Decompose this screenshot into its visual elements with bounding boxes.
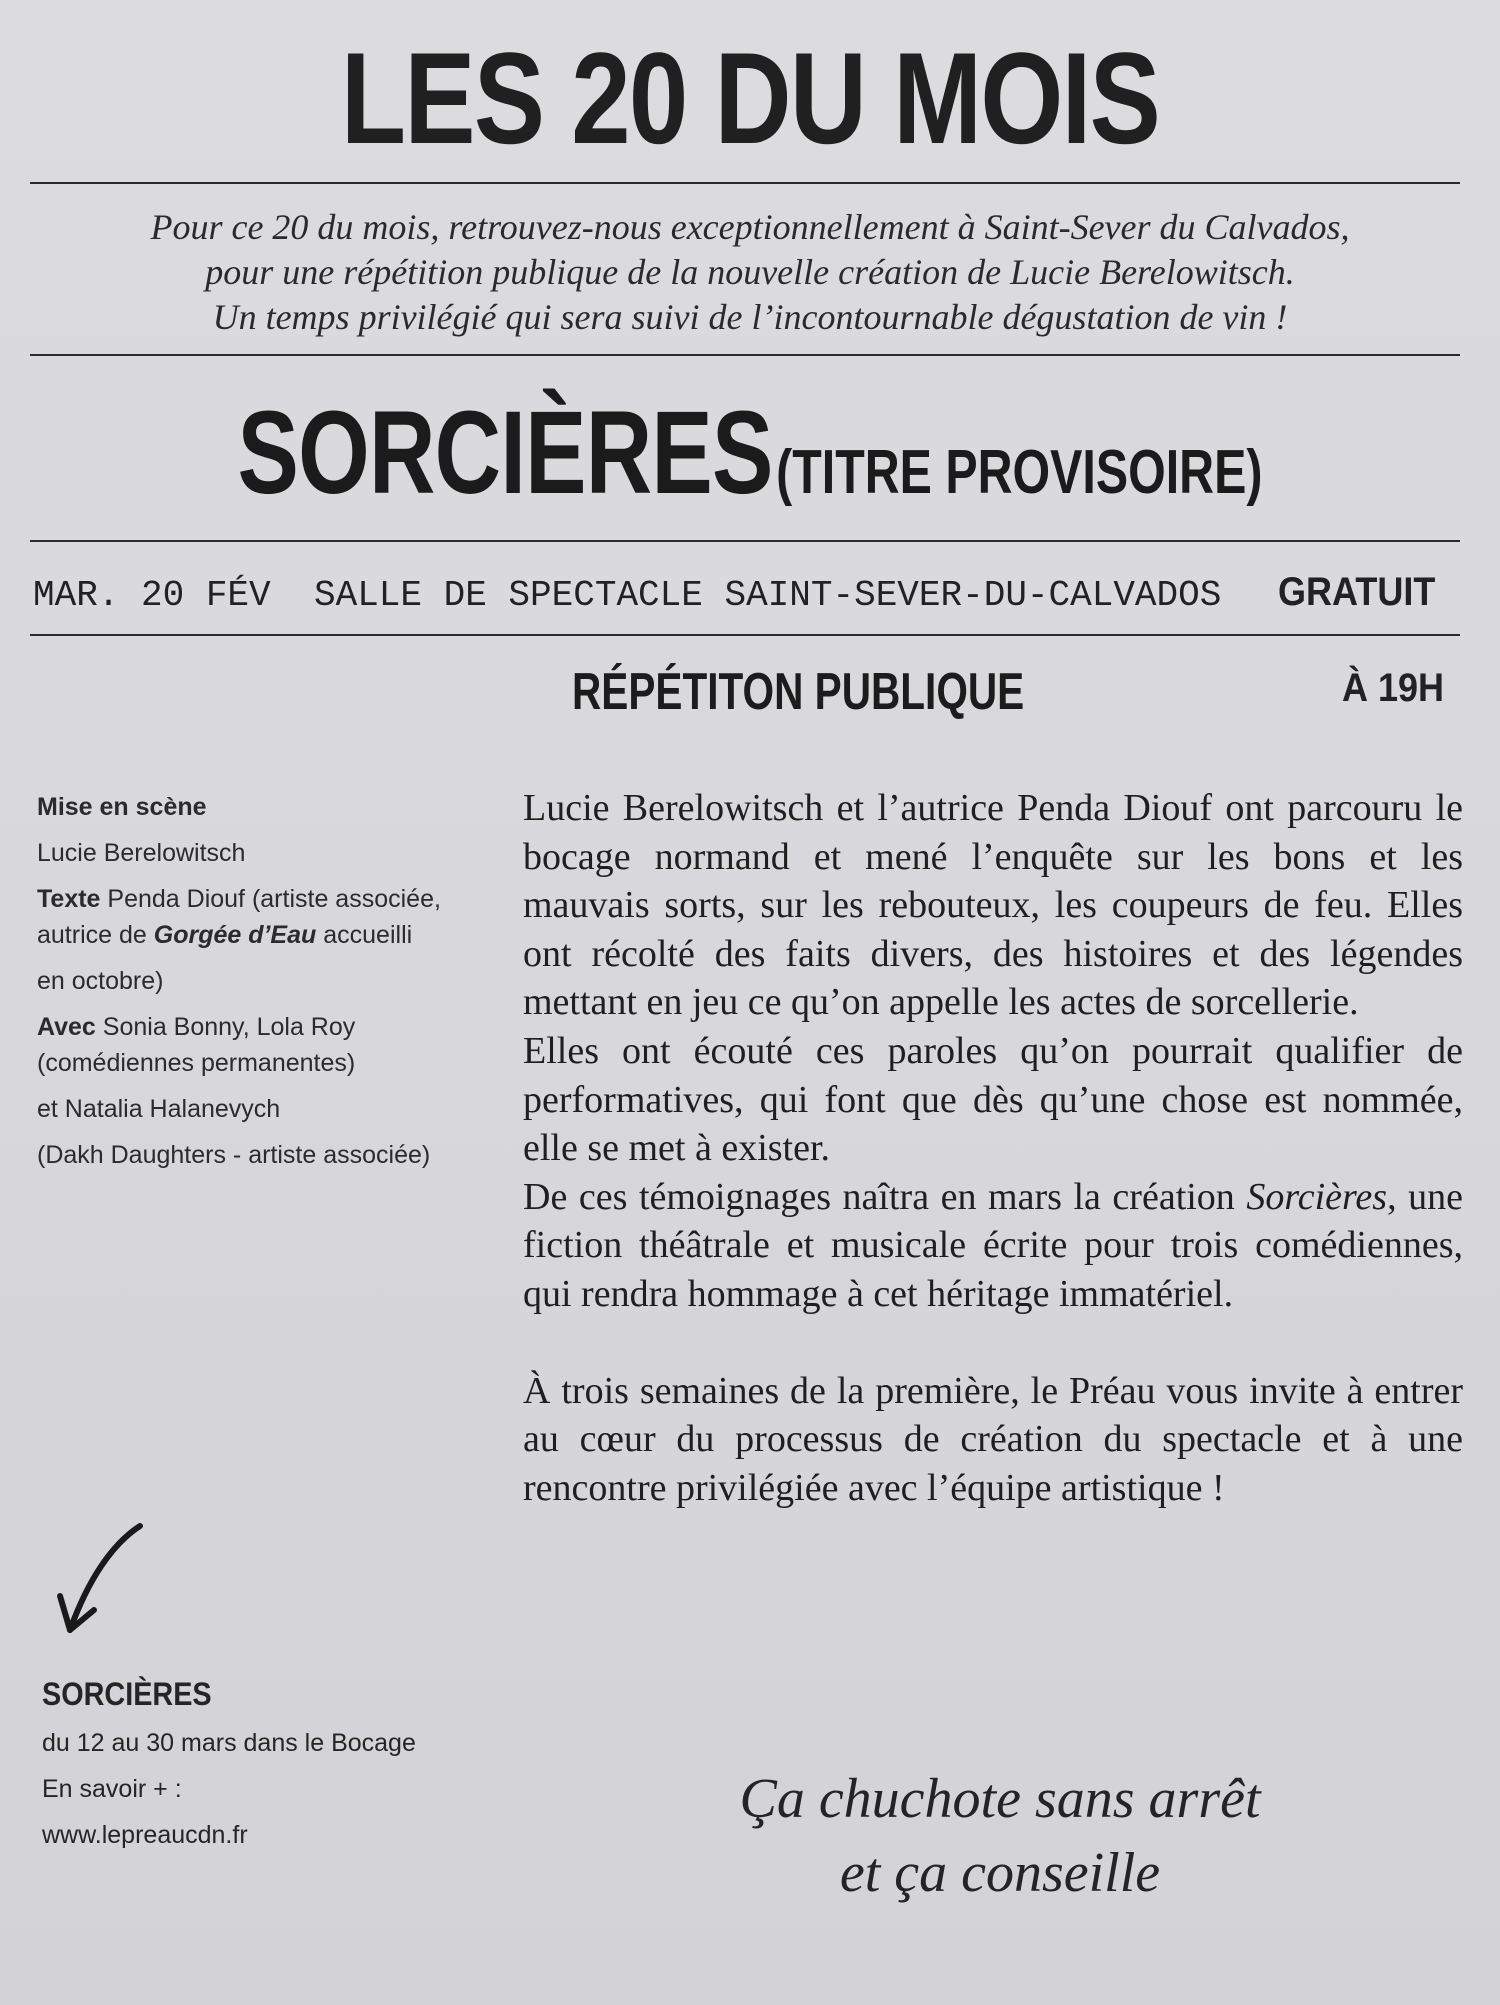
credit-label: Texte <box>37 885 101 913</box>
show-title-subtitle: (TITRE PROVISOIRE) <box>776 438 1263 507</box>
credit-value: accueilli <box>316 921 413 949</box>
tagline-line: Ça chuchote sans arrêt <box>739 1768 1261 1830</box>
body-paragraph: Lucie Berelowitsch et l’autrice Penda Diouf ont parcouru le bocage normand et mené l’enquête sur les bons et les mauvais sorts, sur les rebouteux, les coupeurs de feu. Elles ont récolté des faits divers, des histoires et des légendes mettant en jeu ce qu’on appelle les actes de sorcellerie. <box>523 787 1463 1024</box>
divider <box>30 540 1460 542</box>
event-date: MAR. 20 FÉV <box>33 575 271 616</box>
arrow-down-left-icon <box>52 1520 152 1640</box>
body-paragraph: À trois semaines de la première, le Préau vous invite à entrer au cœur du processus de création du spectacle et à une rencontre privilégiée avec l’équipe artistique ! <box>523 1369 1463 1509</box>
credit-value: et Natalia Halanevych <box>37 1095 281 1123</box>
show-title <box>165 385 1335 521</box>
sidebar-title: SORCIÈRES <box>42 1676 212 1712</box>
intro-line: Un temps privilégié qui sera suivi de l’incontournable dégustation de vin ! <box>212 297 1288 337</box>
body-text <box>523 784 1463 1512</box>
tagline <box>630 1762 1370 1910</box>
credit-value: Penda Diouf (artiste associée, <box>107 885 441 913</box>
sidebar-dates: du 12 au 30 mars dans le Bocage <box>42 1729 416 1757</box>
sidebar-more: En savoir + : <box>42 1775 182 1803</box>
credits <box>37 792 487 1186</box>
intro-line: Pour ce 20 du mois, retrouvez-nous exceptionnellement à Saint-Sever du Calvados, <box>150 207 1350 247</box>
credit-work-title: Gorgée d’Eau <box>153 921 317 949</box>
event-price: GRATUIT <box>1278 570 1436 614</box>
credit-value: Lucie Berelowitsch <box>37 839 246 867</box>
credit-label: Mise en scène <box>37 793 207 821</box>
divider <box>30 634 1460 636</box>
sidebar-info <box>42 1676 416 1866</box>
credit-value: Sonia Bonny, Lola Roy <box>95 1013 356 1041</box>
tagline-line: et ça conseille <box>839 1842 1161 1904</box>
event-venue: SALLE DE SPECTACLE SAINT-SEVER-DU-CALVADOS <box>314 575 1222 616</box>
credit-value: autrice de <box>37 921 154 949</box>
credit-value: en octobre) <box>37 967 164 995</box>
divider <box>30 182 1460 184</box>
website-link[interactable]: www.lepreaucdn.fr <box>42 1821 248 1849</box>
event-type: RÉPÉTITON PUBLIQUE <box>572 663 1025 721</box>
show-name-italic: Sorcières <box>1246 1175 1388 1218</box>
body-paragraph: Elles ont écouté ces paroles qu’on pourrait qualifier de performatives, qui font que dès qu’une chose est nommée, elle se met à exister. <box>523 1029 1463 1170</box>
show-title-main: SORCIÈRES <box>237 387 773 519</box>
credit-label: Avec <box>37 1013 96 1041</box>
event-time: À 19H <box>1342 666 1445 710</box>
body-paragraph: De ces témoignages naîtra en mars la création Sorcières, une fiction théâtrale et musicale écrite pour trois comédiennes, qui rendra hommage à cet héritage immatériel. <box>523 1175 1463 1315</box>
credit-value: (Dakh Daughters - artiste associée) <box>37 1141 431 1169</box>
divider <box>30 354 1460 356</box>
credit-value: (comédiennes permanentes) <box>37 1049 356 1077</box>
intro-line: pour une répétition publique de la nouvelle création de Lucie Berelowitsch. <box>205 252 1295 292</box>
header-title: LES 20 DU MOIS <box>340 25 1160 171</box>
intro-text <box>0 205 1500 340</box>
